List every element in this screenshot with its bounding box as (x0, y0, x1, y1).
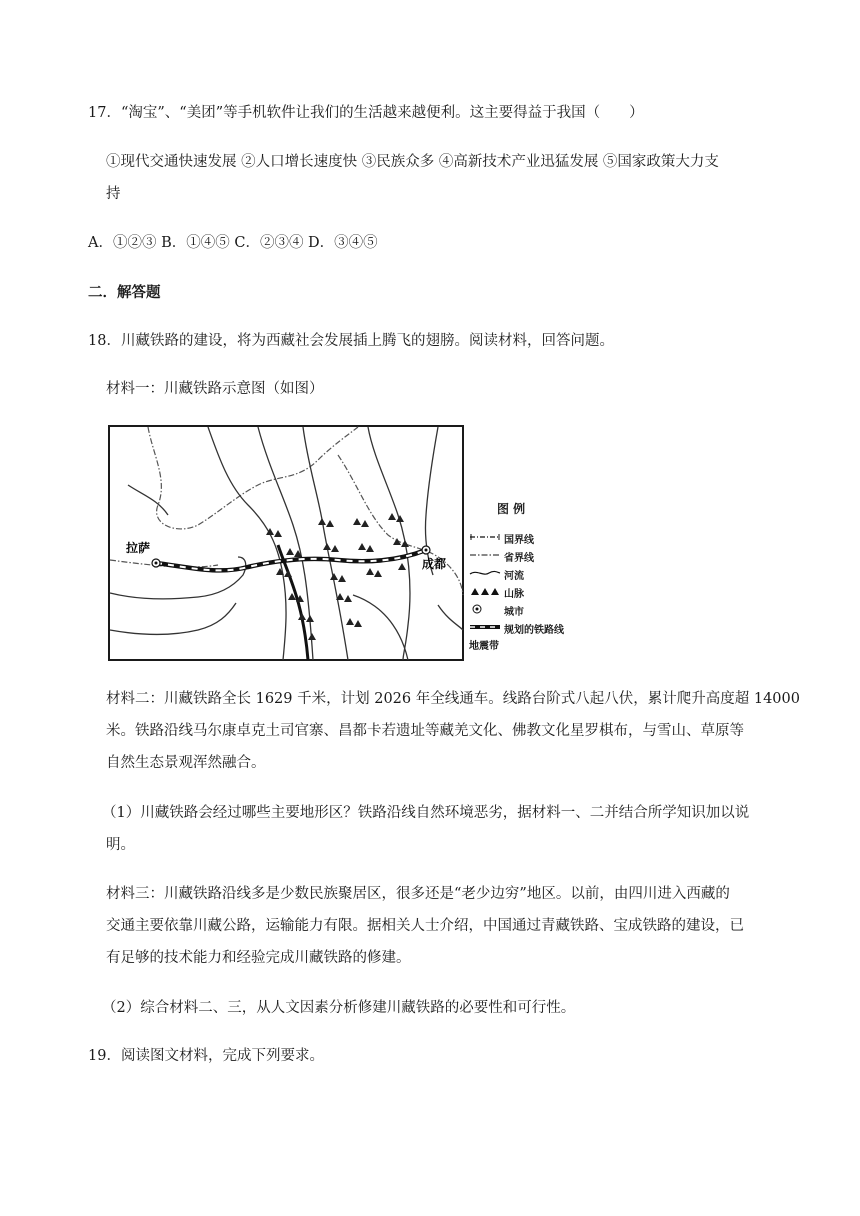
city-label-chengdu: 成都 (422, 557, 447, 571)
q17-options-line1: ①现代交通快速发展 ②人口增长速度快 ③民族众多 ④高新技术产业迅猛发展 ⑤国家政策大力支 (106, 154, 719, 170)
q18-material1: 材料一：川藏铁路示意图（如图） (106, 381, 324, 397)
q17-options-line2: 持 (106, 186, 121, 202)
province-line-icon (469, 550, 501, 560)
q18-material2-line2: 米。铁路沿线马尔康卓克土司官寨、昌都卡若遗址等藏羌文化、佛教文化星罗棋布，与雪山、草原等 (106, 723, 744, 739)
city-icon (469, 604, 501, 614)
legend-title: 图 例 (497, 502, 526, 516)
map-legend (469, 500, 579, 650)
legend-item-border: 国界线 (469, 530, 579, 546)
border-line-icon (469, 532, 501, 542)
legend-item-mountain: 山脉 (469, 584, 579, 600)
q17-stem: 17．“淘宝”、“美团”等手机软件让我们的生活越来越便利。这主要得益于我国（ ） (88, 105, 644, 121)
q18-stem: 18．川藏铁路的建设，将为西藏社会发展插上腾飞的翅膀。阅读材料，回答问题。 (88, 333, 614, 349)
legend-item-railway: 规划的铁路线 (469, 620, 579, 636)
city-label-lhasa: 拉萨 (126, 541, 151, 555)
legend-item-river: 河流 (469, 566, 579, 582)
q17-choices: A．①②③ B．①④⑤ C．②③④ D．③④⑤ (88, 235, 378, 251)
section-title: 二．解答题 (88, 284, 161, 301)
q19-stem: 19．阅读图文材料，完成下列要求。 (88, 1048, 324, 1064)
river-icon (469, 568, 501, 578)
q18-material3-line3: 有足够的技术能力和经验完成川藏铁路的修建。 (106, 950, 411, 966)
legend-item-city: 城市 (469, 602, 579, 618)
railway-icon (469, 622, 501, 632)
q18-material2-line3: 自然生态景观浑然融合。 (106, 755, 266, 771)
legend-item-seismic: 地震带 (469, 641, 499, 652)
q18-material3-line2: 交通主要依靠川藏公路，运输能力有限。据相关人士介绍，中国通过青藏铁路、宝成铁路的建设，已 (106, 918, 744, 934)
legend-item-province: 省界线 (469, 548, 579, 564)
q18-material2-line1: 材料二：川藏铁路全长 1629 千米，计划 2026 年全线通车。线路台阶式八起八伏，累计爬升高度超 14000 (106, 691, 800, 707)
q18-sub1-line2: 明。 (106, 837, 135, 853)
mountain-icon (469, 586, 501, 596)
sichuan-tibet-railway-map (108, 425, 464, 661)
q18-sub1-line1: （1）川藏铁路会经过哪些主要地形区？铁路沿线自然环境恶劣，据材料一、二并结合所学知识加以说 (102, 805, 750, 821)
q18-material3-line1: 材料三：川藏铁路沿线多是少数民族聚居区，很多还是“老少边穷”地区。以前，由四川进入西藏的 (106, 886, 730, 902)
q18-sub2: （2）综合材料二、三，从人文因素分析修建川藏铁路的必要性和可行性。 (102, 1000, 576, 1016)
